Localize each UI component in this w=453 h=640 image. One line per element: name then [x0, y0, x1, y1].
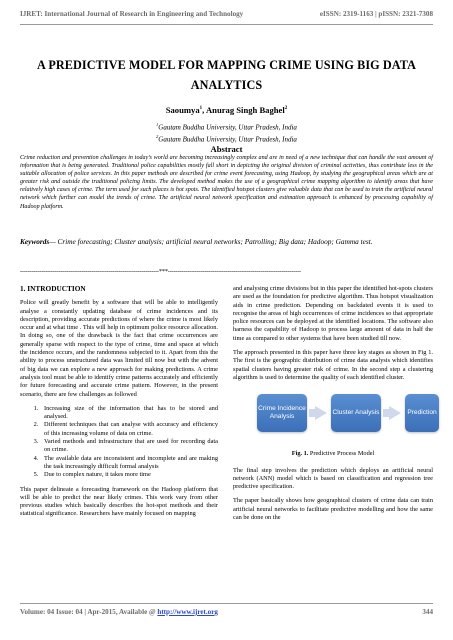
- challenges-list: [20, 405, 218, 480]
- figure-predictive-process: [233, 388, 437, 446]
- journal-link[interactable]: http://www.ijret.org: [157, 608, 218, 616]
- keywords-label: Keywords: [20, 237, 50, 246]
- intro-paragraph-4: The approach presented in this paper have three key stages as shown in Fig 1. The first is the geographic distribution of crime data analysis which identifies spatial clusters having greater risk of crime. In the second step a clustering algorithm is used to determine the quality of each identified cluster.: [233, 349, 433, 381]
- abstract-heading: Abstract: [210, 144, 243, 154]
- left-column: [20, 285, 218, 525]
- affiliation-2: [20, 132, 433, 144]
- section-heading-introduction: 1. INTRODUCTION: [20, 284, 86, 293]
- affiliation-1-sup: 1: [156, 122, 159, 127]
- author-2-sup: 2: [284, 106, 288, 112]
- intro-paragraph-6: The paper basically shows how geographical clusters of crime data can train artificial neural networks to facilitate predictive modelling and how the same can be done on the: [233, 497, 433, 522]
- arrow-right-icon: [315, 406, 327, 420]
- figure-caption-text: Predictive Process Model: [308, 450, 375, 458]
- page-footer: [20, 608, 433, 616]
- figure-box-prediction: Prediction: [405, 394, 439, 432]
- arrow-right-icon: [389, 406, 401, 420]
- footer-volume: Volume: 04 Issue: 04 | Apr-2015, Available @: [20, 608, 158, 616]
- affiliation-1-text: Gautam Buddha University, Uttar Pradesh, India: [158, 123, 297, 132]
- figure-box-cluster-analysis: Cluster Analysis: [331, 394, 381, 432]
- affiliation-2-text: Gautam Buddha University, Uttar Pradesh, India: [158, 135, 297, 144]
- keywords-text: Crime forecasting; Cluster analysis; artificial neural networks; Patrolling; Big data; Hadoop; Gamma test.: [57, 237, 373, 246]
- header-rule: [20, 24, 433, 25]
- section-separator: ------------------------------------------------------------------------***---------------------------------------------------------------------: [20, 268, 301, 275]
- affiliation-1: [20, 120, 433, 132]
- keywords-dash: —: [49, 237, 58, 246]
- keywords: [20, 235, 433, 249]
- author-1-sup: 1: [199, 106, 203, 112]
- footer-rule: [20, 603, 433, 604]
- issn-text: eISSN: 2319-1163 | pISSN: 2321-7308: [319, 10, 433, 18]
- list-item: 5. Due to complex nature, it takes more time: [40, 471, 218, 479]
- right-column: [233, 285, 437, 528]
- intro-paragraph-1: Police will greatly benefit by a software that will be able to intelligently analyse a constantly updating database of crime incidences and its description, providing accurate predictions of where the crime is most likely occur and at what time . This will help in optimum police resource allocation. In doing so, one of the drawback is the fact that crime occurrences are generally sparse with respect to the type of crime, time and space at which the incidence occurs, and the randomness subjected to it. Apart from this the ability to process unstructured data was limited till now but with the advent of big data we can explore a new approach for making predictions. A crime analysis tool must be able to identify crime patterns accurately and efficiently for future forecasting and accurate crime pattern. However, in the present scenario, there are few challenges as followed: [20, 299, 218, 398]
- author-1: Saoumya: [165, 105, 200, 115]
- page-number: 344: [422, 608, 433, 616]
- intro-paragraph-2: This paper delineate a forecasting framework on the Hadoop platform that will be able to predict the near likely crimes. This work vary from other previous studies which basically describes the hot-spot methods and their statistical significance. Researchers have mainly focused on mapping: [20, 485, 218, 518]
- intro-paragraph-3: and analysing crime divisions but in this paper the identified hot-spots clusters are used as the foundation for predictive algorithm. Thus hotspot visualization aids in crime prediction. Depending on backdated events it is used to recognise the areas of high occurrences of crime incidences so that appropriate police resources can be deployed at the identified locations. The software also harness the capability of Hadoop to process large amount of data in half the time as compared to other systems that have been studied till now.: [233, 285, 433, 342]
- intro-paragraph-5: The final step involves the prediction which deploys an artificial neural network (ANN) model which is based on classification and regression tree predictive specification.: [233, 466, 433, 491]
- author-separator: ,: [202, 105, 206, 115]
- author-2: Anurag Singh Baghel: [205, 105, 285, 115]
- paper-title: [20, 55, 433, 95]
- affiliations: [20, 120, 433, 145]
- list-item: 1. Increasing size of the information that has to be stored and analysed.: [40, 405, 218, 422]
- list-item: 2. Different techniques that can analyse with accuracy and efficiency of this increasing volume of data on crime.: [40, 421, 218, 438]
- abstract-text: Crime reduction and prevention challenges in today’s world are becoming increasingly complex and are in need of a new technique that can handle the vast amount of information that is being generated. Traditional police capabilities mostly fall short in depicting the original division of criminal activities, thus contribute less in the suitable allocation of police services. In this paper methods are described for crime event forecasting, using Hadoop, by studying the geographical areas which are at greater risk and outside the traditional policing limits. The developed method makes the use of a geographical crime mapping algorithm to identify areas that have relatively high cases of crime. The term used for such places is hot spots. The identified hotspot clusters give valuable data that can be used to train the artificial neural network which further can model the trends of crime. The artificial neural network specification and estimation approach is enhanced by processing capability of Hadoop platform.: [20, 155, 433, 210]
- affiliation-2-sup: 2: [156, 134, 159, 140]
- author-list: [20, 105, 433, 115]
- list-item: 4. The available data are inconsistent and incomplete and are making the task increasingly difficult formal analysis: [40, 455, 218, 472]
- list-item: 3. Varied methods and infrastructure that are used for recording data on crime.: [40, 438, 218, 455]
- title-line-1: A PREDICTIVE MODEL FOR MAPPING CRIME USING BIG DATA: [36, 58, 417, 72]
- title-line-2: ANALYTICS: [190, 78, 263, 92]
- figure-caption-label: Fig. 1.: [291, 450, 309, 458]
- figure-box-crime-incidence: Crime Incidence Analysis: [257, 394, 307, 432]
- figure-caption: [233, 450, 433, 458]
- journal-name: IJRET: International Journal of Research in Engineering and Technology: [20, 10, 244, 18]
